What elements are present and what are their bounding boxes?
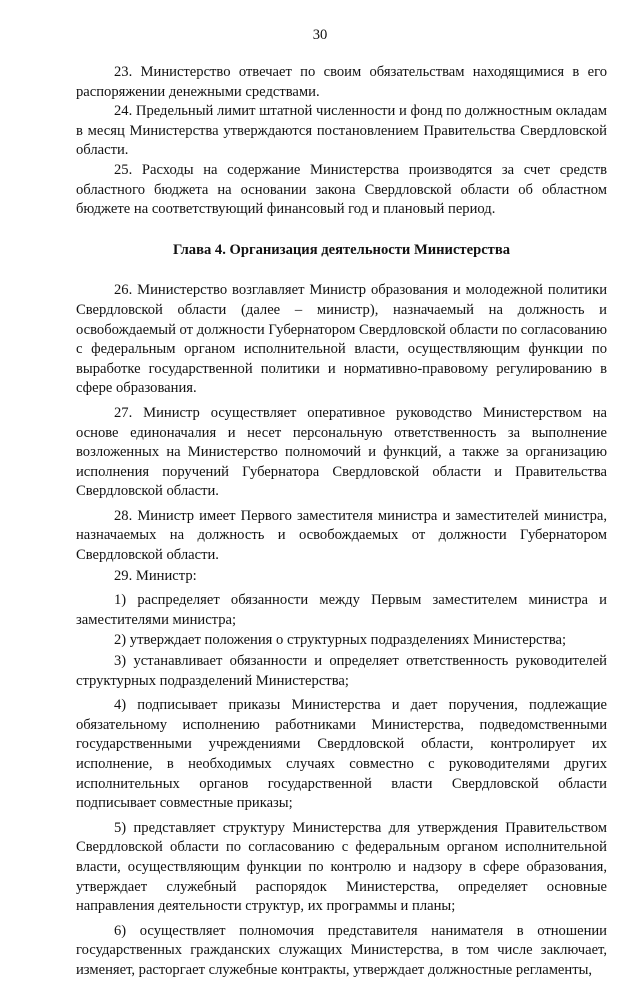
paragraph-27: 27. Министр осуществляет оперативное руководство Министерством на основе единоначалия и несет персональную ответственность за выполнение возложенных на Министерство полномочий и функций, а также за организацию исполнения поручений Губернатора Свердловской области и Правительства Свердловской области.: [76, 404, 607, 500]
paragraph-28: 28. Министр имеет Первого заместителя министра и заместителей министра, назначаемых на должность и освобождаемых от должности Губернатором Свердловской области.: [76, 507, 607, 564]
list-item-4: 4) подписывает приказы Министерства и дает поручения, подлежащие обязательному исполнению работниками Министерства, подведомственными государственными учреждениями Свердловской области, контролирует их исполнение, в необходимых случаях совместно с руководителями других исполнительных органов государственной власти Свердловской области подписывает совместные приказы;: [76, 697, 607, 812]
paragraph-29: 29. Министр:: [114, 567, 197, 584]
paragraph-25: 25. Расходы на содержание Министерства производятся за счет средств областного бюджета на основании закона Свердловской области об областном бюджете на соответствующий финансовый год и плановый период.: [76, 161, 607, 218]
list-item-3: 3) устанавливает обязанности и определяет ответственность руководителей структурных подразделений Министерства;: [76, 653, 607, 689]
page-number: 30: [312, 27, 328, 43]
list-item-2: 2) утверждает положения о структурных подразделениях Министерства;: [114, 632, 567, 649]
list-item-5: 5) представляет структуру Министерства для утверждения Правительством Свердловской области по согласованию с федеральным органом исполнительной власти, осуществляющим функции по контролю и надзору в сфере образования, утверждает служебный распорядок Министерства, определяет основные направления деятельности структур, их программы и планы;: [76, 819, 607, 915]
list-item-1: 1) распределяет обязанности между Первым заместителем министра и заместителями министра;: [76, 592, 607, 628]
paragraph-23: 23. Министерство отвечает по своим обязательствам находящимися в его распоряжении денежными средствами.: [76, 64, 607, 100]
paragraph-26: 26. Министерство возглавляет Министр образования и молодежной политики Свердловской области (далее – министр), назначаемый на должность и освобождаемый от должности Губернатором Свердловской области по согласованию с федеральным органом исполнительной власти, осуществляющим функции по выработке государственной политики и нормативно-правовому регулированию в сфере образования.: [76, 282, 607, 397]
list-item-6: 6) осуществляет полномочия представителя нанимателя в отношении государственных гражданских служащих Министерства, в том числе заключает, изменяет, расторгает служебные контракты, утверждает должностные регламенты,: [76, 922, 607, 978]
chapter-heading: Глава 4. Организация деятельности Министерства: [172, 241, 511, 258]
document-body: [76, 63, 607, 981]
paragraph-24: 24. Предельный лимит штатной численности и фонд по должностным окладам в месяц Министерства утверждаются постановлением Правительства Свердловской области.: [76, 103, 607, 159]
